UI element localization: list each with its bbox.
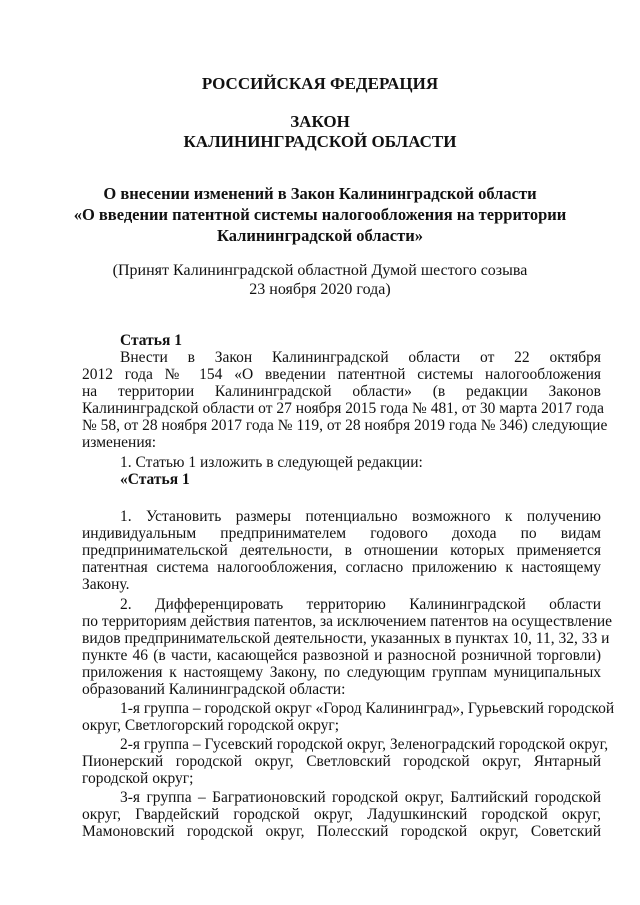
para2-line: пункте 46 (в части, касающейся развозной и разносной розничной торговли) <box>82 647 601 664</box>
law-title-line-1: О внесении изменений в Закон Калининградской области <box>103 184 537 203</box>
intro-line: Внести в Закон Калининградской области от 22 октября <box>120 349 601 366</box>
adoption-line-1: (Принят Калининградской областной Думой шестого созыва <box>112 262 528 279</box>
para1-line: патентная система налогообложения, согласно приложению к настоящему <box>82 559 601 576</box>
intro-line: 2012 года № 154 «О введении патентной системы налогообложения <box>82 366 601 383</box>
doc-type-heading: ЗАКОН <box>290 112 350 131</box>
quoted-article-heading: «Статья 1 <box>120 471 190 488</box>
para1-line: Закону. <box>82 576 130 593</box>
group1-line: округ, Светлогорский городской округ; <box>82 717 340 734</box>
group3-line: Мамоновский городской округ, Полесский городской округ, Советский <box>82 823 601 840</box>
region-heading: КАЛИНИНГРАДСКОЙ ОБЛАСТИ <box>183 132 457 151</box>
group3-line: 3-я группа – Багратионовский городской округ, Балтийский городской <box>120 789 601 806</box>
group1-line: 1-я группа – городской округ «Город Калининград», Гурьевский городской <box>120 700 615 717</box>
group2-line: 2-я группа – Гусевский городской округ, Зеленоградский городской округ, <box>120 736 609 753</box>
para2-line: приложения к настоящему Закону, по следующим группам муниципальных <box>82 664 601 681</box>
group2-line: Пионерский городской округ, Светловский городской округ, Янтарный <box>82 753 601 770</box>
para1-line: индивидуальным предпринимателем годового дохода по видам <box>82 525 601 542</box>
intro-line: на территории Калининградской области» (в редакции Законов <box>82 383 601 400</box>
intro-line: Калининградской области от 27 ноября 2015 года № 481, от 30 марта 2017 года <box>82 400 605 417</box>
group3-line: округ, Гвардейский городской округ, Ладушкинский городской округ, <box>82 806 601 823</box>
country-heading: РОССИЙСКАЯ ФЕДЕРАЦИЯ <box>201 74 439 93</box>
para1-line: предпринимательской деятельности, в отношении которых применяется <box>82 542 601 559</box>
para2-line: видов предпринимательской деятельности, указанных в пунктах 10, 11, 32, 33 и <box>82 630 610 647</box>
group2-line: городской округ; <box>82 770 194 787</box>
intro-line: изменения: <box>82 434 157 451</box>
article-1-heading: Статья 1 <box>120 332 182 349</box>
para2-line: 2. Дифференцировать территорию Калининградской области <box>120 596 601 613</box>
para1-line: 1. Установить размеры потенциально возможного к получению <box>120 508 601 525</box>
para2-line: образований Калининградской области: <box>82 681 346 698</box>
item-1: 1. Статью 1 изложить в следующей редакции: <box>120 454 423 471</box>
intro-line: № 58, от 28 ноября 2017 года № 119, от 28 ноября 2019 года № 346) следующие <box>82 417 608 434</box>
law-title-line-3: Калининградской области» <box>217 226 423 245</box>
adoption-line-2: 23 ноября 2020 года) <box>249 281 391 298</box>
para2-line: по территориям действия патентов, за исключением патентов на осуществление <box>82 613 613 630</box>
law-title-line-2: «О введении патентной системы налогообложения на территории <box>73 205 567 224</box>
